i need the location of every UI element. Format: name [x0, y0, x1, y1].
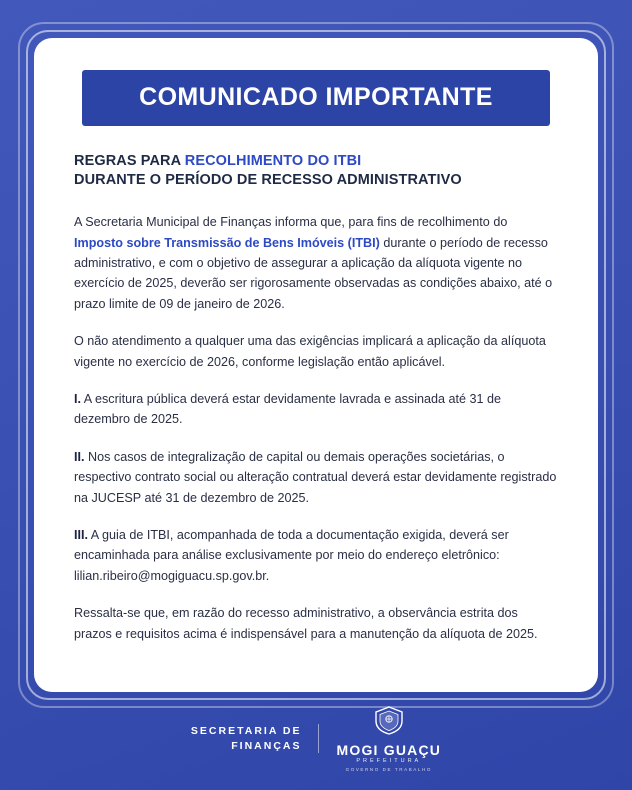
item-ii-text: Nos casos de integralização de capital ou demais operações societárias, o respectivo contrato social ou alteração contratual deverá estar devidamente registrado na JUCESP até 31 de dezembro de 2025.: [74, 449, 557, 505]
item-i-number: I.: [74, 391, 81, 406]
brand-tagline: GOVERNO DE TRABALHO: [345, 767, 432, 772]
subtitle-line2: DURANTE O PERÍODO DE RECESSO ADMINISTRATIVO: [74, 172, 462, 189]
secretaria-line-1: SECRETARIA DE: [190, 724, 302, 737]
item-iii-text: A guia de ITBI, acompanhada de toda a documentação exigida, deverá ser encaminhada para análise exclusivamente por meio do endereço eletrônico: lilian.ribeiro@mogiguacu.sp.gov.br.: [74, 527, 509, 583]
subtitle: [74, 152, 558, 190]
brand-name: MOGI GUAÇU: [336, 742, 442, 758]
secretaria-line-2: FINANÇAS: [231, 739, 302, 752]
brand-subtitle: PREFEITURA: [356, 758, 422, 764]
announcement-card: [34, 38, 598, 692]
paragraph-1-part-c: durante o período de recesso administrativo, e com o objetivo de assegurar a aplicação da alíquota vigente no exercício de 2025, deverão ser rigorosamente observadas as condições abaixo, até o prazo limite de 09 de janeiro de 2026.: [74, 235, 553, 311]
brand-block: [337, 705, 442, 772]
paragraph-1-part-a: A Secretaria Municipal de Finanças informa que, para fins de recolhimento do: [74, 215, 508, 230]
coat-of-arms-icon: [372, 705, 406, 740]
paragraph-2: O não atendimento a qualquer uma das exigências implicará a aplicação da alíquota vigente no exercício de 2026, conforme legislação então aplicável.: [74, 334, 546, 369]
item-ii-number: II.: [74, 449, 85, 464]
paragraph-closing: Ressalta-se que, em razão do recesso administrativo, a observância estrita dos prazos e requisitos acima é indispensável para a manutenção da alíquota de 2025.: [74, 606, 538, 641]
item-iii-number: III.: [74, 527, 88, 542]
paragraph-item-i: [74, 389, 558, 430]
paragraph-item-iii: [74, 525, 558, 586]
paragraph-1-highlight: Imposto sobre Transmissão de Bens Imóveis (ITBI): [74, 235, 380, 250]
item-i-text: A escritura pública deverá estar devidamente lavrada e assinada até 31 de dezembro de 2025.: [74, 391, 502, 427]
footer: [0, 705, 632, 772]
banner-title: COMUNICADO IMPORTANTE: [82, 70, 550, 126]
secretaria-block: [191, 724, 319, 753]
paragraph-1: [74, 212, 558, 314]
paragraph-item-ii: [74, 447, 558, 508]
subtitle-highlight: RECOLHIMENTO DO ITBI: [184, 153, 362, 169]
subtitle-prefix: REGRAS PARA: [74, 153, 185, 169]
